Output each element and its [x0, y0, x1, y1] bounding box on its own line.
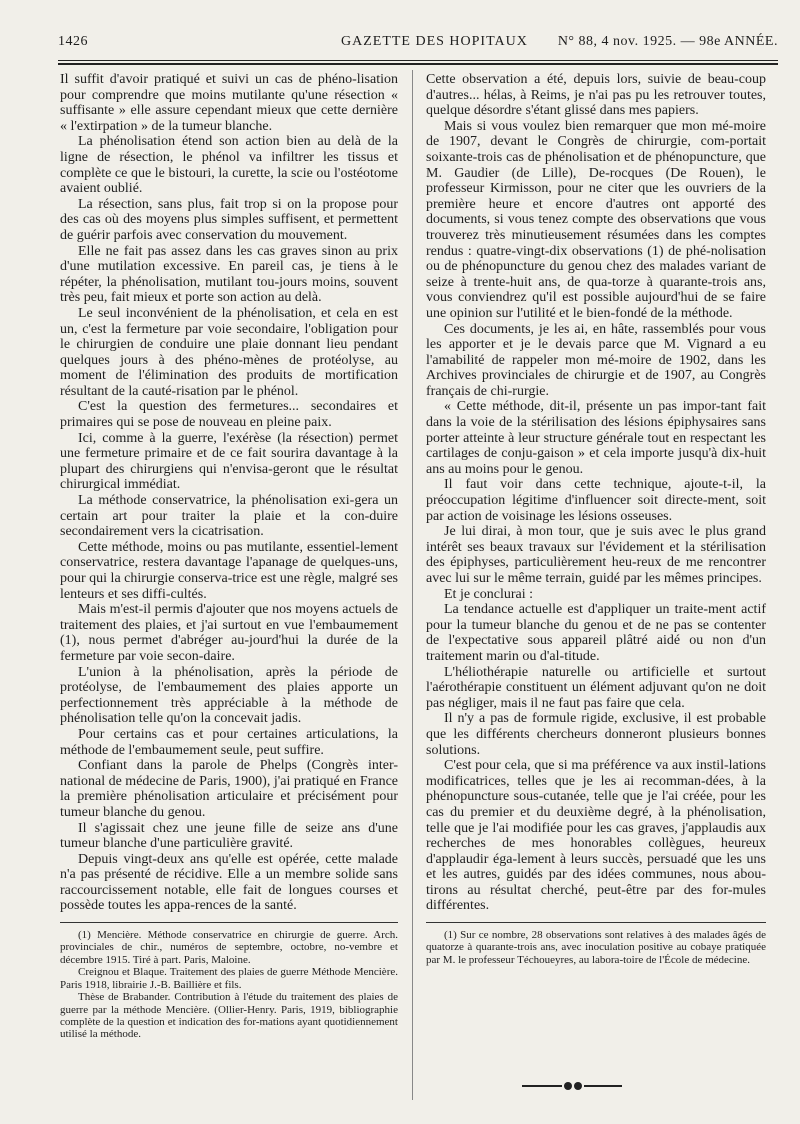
paragraph: Il faut voir dans cette technique, ajoute-t-il, la préoccupation légitime d'influencer soit directe-ment, soit par action de voisinage les lésions osseuses. [426, 477, 766, 524]
footnote: Thèse de Brabander. Contribution à l'étude du traitement des plaies de guerre par la méthode Mencière. (Ollier-Henry. Paris, 1919, bibliographie complète de la question et indication des for-mations ayant quotidiennement utilisé la méthode. [60, 991, 398, 1041]
paragraph: Il suffit d'avoir pratiqué et suivi un cas de phéno-lisation pour comprendre que moins mutilante qu'une résection « suffisante » elle assure cependant mieux que cette dernière « l'extirpation » de la tumeur blanche. [60, 72, 398, 134]
paragraph: Elle ne fait pas assez dans les cas graves sinon au prix d'une mutilation excessive. En pareil cas, je tiens à le répéter, la phénolisation, mutilant tou-jours moins, souvent très peu, fait mieux et porte son action au delà. [60, 243, 398, 306]
paragraph: Il s'agissait chez une jeune fille de seize ans d'une tumeur blanche d'une particulière gravité. [60, 820, 398, 852]
paragraph: La méthode conservatrice, la phénolisation exi-gera un certain art pour traiter la plaie et la con-duire secondairement vers la cicatrisation. [60, 493, 398, 540]
column-divider [412, 70, 413, 1100]
paragraph: Cette méthode, moins ou pas mutilante, essentiel-lement conservatrice, restera davantage l'apanage de quelques-uns, pour qui la chirurgie conserva-trice est une règle, malgré ses lenteurs et ses diffi-cultés. [60, 539, 398, 602]
paragraph: Confiant dans la parole de Phelps (Congrès inter-national de médecine de Paris, 1900), j'ai pratiqué en France la première phénolisation articulaire et précisément pour tumeur blanche du genou. [60, 758, 399, 820]
header-rule-thick [58, 63, 778, 65]
paragraph: La phénolisation étend son action bien au delà de la ligne de résection, le phénol va infiltrer les tissus et complète ce que le bistouri, la curette, la scie ou l'ostéotome avaient oublié. [60, 134, 398, 197]
paragraph: L'union à la phénolisation, après la période de protéolyse, de l'embaumement des plaies apporte un perfectionnement très appréciable à la méthode de phénolisation telle qu'on la concevait jadis. [60, 664, 398, 727]
paragraph: Mais si vous voulez bien remarquer que mon mé-moire de 1907, devant le Congrès de chirurgie, com-portait soixante-trois cas de phénolisation et de phénopuncture, que M. Gaudier (de Lille), De-rocques (De Rouen), le professeur Kirmisson, pour ne citer que les ouvriers de la première heure et encore d'autres ont apporté des documents, si vous tenez compte des observations que vous trouverez très minutieusement résumées dans les comptes rendus : quatre-vingt-dix observations (1) de phé-nolisation ou de phénopuncture du genou chez des malades variant de seize à trente-huit ans, de qua-torze à quarante-trois ans, vous conviendrez qu'il est possible aujourd'hui de se faire une opinion sur l'utilité et le bien-fondé de la méthode. [426, 118, 766, 321]
header-rule [58, 60, 778, 61]
paragraph: C'est la question des fermetures... secondaires et primaires qui se pose de nouveau en pleine paix. [60, 399, 398, 431]
paragraph: Et je conclurai : [444, 586, 534, 602]
running-header [58, 34, 778, 54]
journal-title: GAZETTE DES HOPITAUX [341, 34, 528, 49]
paragraph: Ici, comme à la guerre, l'exérèse (la résection) permet une fermeture primaire et de ce fait sourira davantage à la plupart des chirurgiens qui n'envisa-geront que le résultat chirurgical immédiat. [60, 430, 398, 493]
paragraph: L'héliothérapie naturelle ou artificielle et surtout l'aérothérapie constituent un élément adjuvant qu'on ne doit pas négliger, mais il ne faut pas faire que cela. [426, 664, 766, 711]
issue-info: N° 88, 4 nov. 1925. — 98e ANNÉE. [557, 34, 778, 49]
footnote: (1) Sur ce nombre, 28 observations sont relatives à des malades âgés de quatorze à quarante-trois ans, avec inoculation positive au cobaye pratiquée par M. le professeur Téchoueyres, au labora-toire de l'École de médecine. [426, 929, 766, 966]
end-ornament [522, 1082, 622, 1090]
footnote: (1) Mencière. Méthode conservatrice en chirurgie de guerre. Arch. provinciales de chir., numéros de septembre, octobre, no-vembre et décembre 1915. Tiré à part. Paris, Maloine. [60, 929, 398, 966]
right-column [426, 72, 766, 966]
left-column [60, 72, 398, 1041]
paragraph: Le seul inconvénient de la phénolisation, et cela en est un, c'est la fermeture par voie secondaire, l'obligation pour le chirurgien de conduire une plaie donnant lieu pendant quelques jours à des phéno-mènes de protéolyse, au moment de l'élimination des produits de mortification résultant de la cauté-risation par le phénol. [60, 305, 398, 399]
paragraph: C'est pour cela, que si ma préférence va aux instil-lations modificatrices, telles que je les ai recomman-dées, à la phénopuncture sous-cutanée, telle que je l'ai créée, pour les cas du premier et du deuxième degré, à la phénolisation, telle que je l'ai modifiée pour les cas graves, j'applaudis aux recherches de mes honorables collègues, heureux d'applaudir éga-lement à leurs succès, persuadé que les uns et les autres, guidés par des idées communes, nous abou-tirons au résultat cherché, peut-être par des for-mules différentes. [426, 758, 766, 914]
paragraph: Pour certains cas et pour certaines articulations, la méthode de l'embaumement seule, peut suffire. [60, 726, 398, 758]
paragraph: La résection, sans plus, fait trop si on la propose pour des cas où des moyens plus simples suffisent, et permettent de guérir parfois avec conservation du mouvement. [60, 196, 398, 243]
paragraph: « Cette méthode, dit-il, présente un pas impor-tant fait dans la voie de la stérilisation des lésions épiphysaires sans porter atteinte à leur structure générale tout en respectant les cartilages de conju-gaison » et cela importe jusqu'à dix-huit ans au moins pour le genou. [426, 399, 766, 477]
paragraph: Je lui dirai, à mon tour, que je suis avec le plus grand intérêt ses beaux travaux sur l'évidement et la stérilisation des épiphyses, particulièrement heu-reux de me rencontrer avec lui sur le même terrain, guidé par les mêmes principes. [426, 524, 766, 586]
paragraph: La tendance actuelle est d'appliquer un traite-ment actif pour la tumeur blanche du genou et de ne pas se contenter de l'expectative sous appareil plâtré aidé ou non d'un traitement marin ou d'al-titude. [426, 602, 766, 664]
paragraph: Mais m'est-il permis d'ajouter que nos moyens actuels de traitement des plaies, et j'ai surtout en vue l'embaumement (1), nous permet d'abréger au-jourd'hui la durée de la fermeture par voie secon-daire. [60, 602, 398, 664]
paragraph: Cette observation a été, depuis lors, suivie de beau-coup d'autres... hélas, à Reims, je n'ai pas pu les retrouver toutes, quelque désordre s'étant glissé dans mes papiers. [426, 72, 766, 119]
footnote-rule [60, 922, 398, 923]
paragraph: Depuis vingt-deux ans qu'elle est opérée, cette malade n'a pas présenté de récidive. Elle a un membre solide sans raccourcissement notable, elle fait de longues courses et possède toutes les appa-rences de la santé. [60, 851, 398, 914]
page-number: 1426 [58, 34, 88, 49]
footnote-rule [426, 922, 766, 923]
paragraph: Ces documents, je les ai, en hâte, rassemblés pour vous les apporter et je le devais parce que M. Vignard a eu l'amabilité de rappeler mon mé-moire de 1902, dans les Archives provinciales de chirurgie et de 1907, au Congrès français de chi-rurgie. [426, 321, 766, 399]
paragraph: Il n'y a pas de formule rigide, exclusive, il est probable que les différents chercheurs donneront plusieurs bonnes solutions. [426, 711, 766, 758]
footnote: Creignou et Blaque. Traitement des plaies de guerre Méthode Mencière. Paris 1918, librairie J.-B. Baillière et fils. [60, 966, 398, 991]
